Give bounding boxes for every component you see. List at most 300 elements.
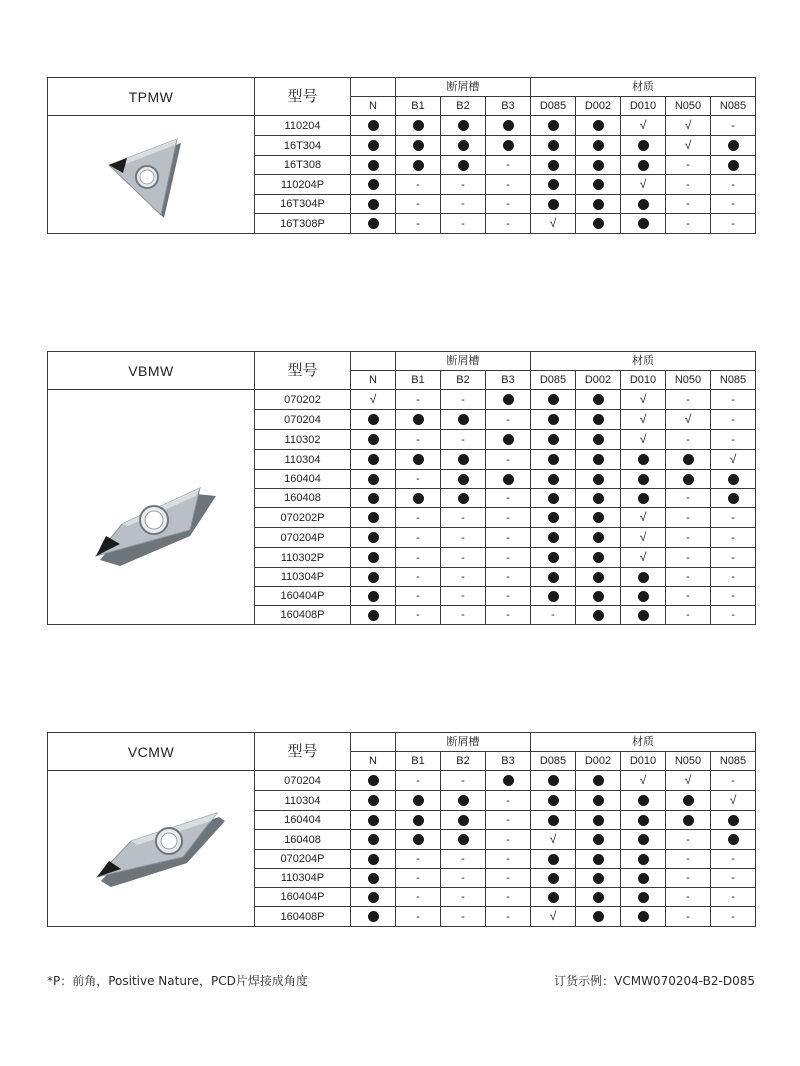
dash-cell: [486, 175, 531, 195]
model-cell: 16T308: [255, 156, 351, 175]
dash-mark: -: [731, 609, 735, 621]
filled-circle-icon: [638, 610, 649, 621]
dash-mark: -: [686, 833, 690, 846]
available-dot-cell: [621, 850, 666, 869]
model-cell: 110304: [255, 791, 351, 811]
filled-circle-icon: [638, 572, 649, 583]
dash-mark: -: [506, 853, 510, 865]
available-dot-cell: [351, 508, 396, 528]
column-header: B1: [396, 371, 441, 390]
available-dot-cell: [351, 450, 396, 470]
dash-mark: -: [416, 551, 420, 564]
dash-mark: -: [461, 891, 465, 903]
filled-circle-icon: [638, 873, 649, 884]
available-dot-cell: [621, 791, 666, 811]
dash-cell: [486, 548, 531, 568]
dash-cell: [486, 830, 531, 850]
available-dot-cell: [441, 156, 486, 175]
available-dot-cell: [351, 410, 396, 430]
check-cell: [621, 430, 666, 450]
available-dot-cell: [576, 390, 621, 410]
dash-mark: -: [686, 178, 690, 191]
available-dot-cell: [531, 195, 576, 214]
model-cell: 070204P: [255, 850, 351, 869]
dash-cell: [396, 195, 441, 214]
available-dot-cell: [351, 888, 396, 907]
dash-cell: [666, 195, 711, 214]
available-dot-cell: [351, 116, 396, 136]
dash-mark: -: [461, 531, 465, 544]
filled-circle-icon: [548, 815, 559, 826]
filled-circle-icon: [503, 394, 514, 405]
dash-cell: [486, 869, 531, 888]
check-mark: √: [684, 773, 692, 787]
model-cell: 160404: [255, 470, 351, 489]
dash-cell: [711, 888, 756, 907]
filled-circle-icon: [638, 454, 649, 465]
available-dot-cell: [441, 470, 486, 489]
column-header: D010: [621, 752, 666, 771]
column-header: D002: [576, 752, 621, 771]
filled-circle-icon: [548, 474, 559, 485]
column-header: N085: [711, 97, 756, 116]
dash-mark: -: [416, 853, 420, 865]
dash-cell: [711, 214, 756, 234]
dash-mark: -: [686, 571, 690, 583]
available-dot-cell: [576, 548, 621, 568]
available-dot-cell: [576, 214, 621, 234]
dash-cell: [666, 568, 711, 587]
filled-circle-icon: [638, 140, 649, 151]
dash-cell: [396, 907, 441, 927]
available-dot-cell: [576, 489, 621, 508]
dash-mark: -: [731, 590, 735, 602]
filled-circle-icon: [593, 414, 604, 425]
check-cell: [531, 830, 576, 850]
dash-mark: -: [416, 473, 420, 485]
column-header: D010: [621, 371, 666, 390]
model-cell: 110204P: [255, 175, 351, 195]
available-dot-cell: [531, 175, 576, 195]
dash-cell: [666, 869, 711, 888]
dash-cell: [441, 214, 486, 234]
available-dot-cell: [351, 830, 396, 850]
filled-circle-icon: [593, 911, 604, 922]
dash-cell: [396, 508, 441, 528]
dash-cell: [441, 175, 486, 195]
available-dot-cell: [531, 508, 576, 528]
dash-cell: [486, 888, 531, 907]
dash-cell: [711, 587, 756, 606]
dash-cell: [396, 568, 441, 587]
dash-mark: -: [731, 198, 735, 210]
dash-cell: [711, 771, 756, 791]
dash-mark: -: [731, 393, 735, 406]
model-cell: 070204P: [255, 528, 351, 548]
filled-circle-icon: [638, 218, 649, 229]
available-dot-cell: [666, 791, 711, 811]
available-dot-cell: [576, 175, 621, 195]
check-cell: [666, 771, 711, 791]
dash-mark: -: [686, 492, 690, 504]
filled-circle-icon: [503, 120, 514, 131]
filled-circle-icon: [728, 474, 739, 485]
filled-circle-icon: [413, 120, 424, 131]
check-mark: √: [639, 530, 647, 544]
column-header: D085: [531, 97, 576, 116]
check-mark: √: [639, 510, 647, 524]
filled-circle-icon: [548, 873, 559, 884]
material-header: 材质: [531, 733, 756, 752]
dash-cell: [486, 195, 531, 214]
dash-mark: -: [551, 609, 555, 621]
material-header: 材质: [531, 352, 756, 371]
available-dot-cell: [531, 116, 576, 136]
check-mark: √: [639, 177, 647, 191]
filled-circle-icon: [368, 532, 379, 543]
filled-circle-icon: [593, 493, 604, 504]
dash-mark: -: [731, 774, 735, 787]
filled-circle-icon: [458, 120, 469, 131]
check-mark: √: [684, 412, 692, 426]
dash-mark: -: [461, 217, 465, 230]
dash-cell: [441, 907, 486, 927]
model-cell: 160404P: [255, 888, 351, 907]
available-dot-cell: [576, 508, 621, 528]
filled-circle-icon: [593, 815, 604, 826]
dash-cell: [666, 430, 711, 450]
dash-mark: -: [731, 433, 735, 446]
dash-cell: [396, 470, 441, 489]
available-dot-cell: [351, 791, 396, 811]
filled-circle-icon: [368, 160, 379, 171]
dash-cell: [486, 587, 531, 606]
column-header: D085: [531, 752, 576, 771]
filled-circle-icon: [593, 179, 604, 190]
filled-circle-icon: [503, 434, 514, 445]
blank-header-cell: [351, 78, 396, 97]
model-cell: 160408P: [255, 606, 351, 625]
filled-circle-icon: [683, 795, 694, 806]
dash-mark: -: [506, 492, 510, 504]
filled-circle-icon: [593, 512, 604, 523]
dash-mark: -: [686, 853, 690, 865]
filled-circle-icon: [413, 834, 424, 845]
dash-mark: -: [731, 511, 735, 524]
dash-cell: [441, 850, 486, 869]
filled-circle-icon: [593, 474, 604, 485]
dash-mark: -: [416, 198, 420, 210]
dash-cell: [441, 869, 486, 888]
column-header: N050: [666, 371, 711, 390]
column-header: N050: [666, 97, 711, 116]
check-mark: √: [369, 392, 377, 406]
dash-mark: -: [461, 609, 465, 621]
dash-cell: [666, 489, 711, 508]
dash-mark: -: [731, 910, 735, 923]
dash-mark: -: [731, 413, 735, 426]
check-mark: √: [639, 118, 647, 132]
check-cell: [531, 907, 576, 927]
available-dot-cell: [351, 430, 396, 450]
available-dot-cell: [531, 528, 576, 548]
dash-cell: [666, 606, 711, 625]
model-cell: 110304P: [255, 568, 351, 587]
dash-cell: [711, 568, 756, 587]
available-dot-cell: [576, 907, 621, 927]
available-dot-cell: [576, 771, 621, 791]
dash-cell: [711, 606, 756, 625]
available-dot-cell: [711, 489, 756, 508]
spec-table-vcmw: [47, 732, 756, 927]
filled-circle-icon: [458, 493, 469, 504]
filled-circle-icon: [548, 454, 559, 465]
check-cell: [621, 771, 666, 791]
check-cell: [621, 116, 666, 136]
available-dot-cell: [396, 450, 441, 470]
column-header: N: [351, 752, 396, 771]
filled-circle-icon: [638, 474, 649, 485]
model-cell: 160404: [255, 811, 351, 830]
available-dot-cell: [621, 450, 666, 470]
available-dot-cell: [711, 136, 756, 156]
dash-cell: [711, 508, 756, 528]
available-dot-cell: [576, 850, 621, 869]
dash-mark: -: [686, 217, 690, 230]
dash-cell: [396, 606, 441, 625]
filled-circle-icon: [638, 815, 649, 826]
available-dot-cell: [531, 410, 576, 430]
check-cell: [351, 390, 396, 410]
column-header: B1: [396, 97, 441, 116]
column-header: B1: [396, 752, 441, 771]
dash-cell: [486, 156, 531, 175]
chipbreaker-header: 断屑槽: [396, 352, 531, 371]
available-dot-cell: [441, 791, 486, 811]
filled-circle-icon: [593, 218, 604, 229]
dash-mark: -: [416, 217, 420, 230]
dash-cell: [711, 175, 756, 195]
dash-cell: [486, 508, 531, 528]
table-row: [48, 771, 756, 791]
dash-mark: -: [731, 891, 735, 903]
dash-cell: [711, 907, 756, 927]
insert-type-name: TPMW: [48, 78, 255, 116]
available-dot-cell: [576, 811, 621, 830]
dash-mark: -: [461, 910, 465, 923]
dash-cell: [711, 430, 756, 450]
filled-circle-icon: [413, 795, 424, 806]
filled-circle-icon: [593, 610, 604, 621]
dash-cell: [486, 811, 531, 830]
filled-circle-icon: [593, 552, 604, 563]
filled-circle-icon: [593, 160, 604, 171]
available-dot-cell: [486, 771, 531, 791]
available-dot-cell: [621, 606, 666, 625]
check-mark: √: [729, 452, 737, 466]
filled-circle-icon: [593, 199, 604, 210]
dash-mark: -: [461, 590, 465, 602]
available-dot-cell: [441, 811, 486, 830]
dash-mark: -: [416, 590, 420, 602]
dash-mark: -: [461, 774, 465, 787]
available-dot-cell: [576, 136, 621, 156]
available-dot-cell: [531, 771, 576, 791]
available-dot-cell: [531, 587, 576, 606]
dash-cell: [486, 568, 531, 587]
column-header: N: [351, 97, 396, 116]
dash-mark: -: [506, 590, 510, 602]
available-dot-cell: [621, 869, 666, 888]
available-dot-cell: [531, 869, 576, 888]
dash-mark: -: [416, 511, 420, 524]
dash-mark: -: [731, 217, 735, 230]
check-cell: [621, 548, 666, 568]
column-header: B3: [486, 97, 531, 116]
available-dot-cell: [621, 568, 666, 587]
blank-header-cell: [351, 352, 396, 371]
filled-circle-icon: [368, 179, 379, 190]
filled-circle-icon: [368, 474, 379, 485]
check-cell: [711, 450, 756, 470]
model-header: 型号: [255, 733, 351, 771]
dash-cell: [666, 214, 711, 234]
dash-cell: [396, 771, 441, 791]
dash-cell: [396, 850, 441, 869]
filled-circle-icon: [548, 591, 559, 602]
filled-circle-icon: [728, 140, 739, 151]
model-cell: 110204: [255, 116, 351, 136]
filled-circle-icon: [638, 834, 649, 845]
dash-mark: -: [416, 178, 420, 191]
filled-circle-icon: [638, 795, 649, 806]
dash-mark: -: [686, 159, 690, 171]
filled-circle-icon: [593, 572, 604, 583]
filled-circle-icon: [458, 160, 469, 171]
filled-circle-icon: [683, 454, 694, 465]
filled-circle-icon: [593, 854, 604, 865]
filled-circle-icon: [368, 414, 379, 425]
available-dot-cell: [531, 470, 576, 489]
dash-cell: [396, 430, 441, 450]
dash-cell: [666, 508, 711, 528]
available-dot-cell: [441, 489, 486, 508]
dash-cell: [486, 907, 531, 927]
available-dot-cell: [531, 791, 576, 811]
filled-circle-icon: [368, 591, 379, 602]
dash-cell: [666, 830, 711, 850]
model-header: 型号: [255, 352, 351, 390]
available-dot-cell: [711, 470, 756, 489]
filled-circle-icon: [413, 140, 424, 151]
dash-mark: -: [731, 551, 735, 564]
filled-circle-icon: [593, 795, 604, 806]
check-mark: √: [639, 392, 647, 406]
check-cell: [666, 136, 711, 156]
dash-mark: -: [731, 853, 735, 865]
model-cell: 070204: [255, 771, 351, 791]
dash-mark: -: [506, 794, 510, 807]
available-dot-cell: [441, 450, 486, 470]
dash-cell: [441, 548, 486, 568]
model-cell: 070202P: [255, 508, 351, 528]
available-dot-cell: [666, 470, 711, 489]
dash-mark: -: [686, 551, 690, 564]
available-dot-cell: [621, 214, 666, 234]
dash-cell: [441, 568, 486, 587]
available-dot-cell: [621, 907, 666, 927]
available-dot-cell: [351, 175, 396, 195]
dash-cell: [441, 606, 486, 625]
dash-cell: [666, 175, 711, 195]
filled-circle-icon: [548, 120, 559, 131]
dash-cell: [441, 528, 486, 548]
column-header: B2: [441, 371, 486, 390]
dash-cell: [711, 116, 756, 136]
filled-circle-icon: [368, 434, 379, 445]
filled-circle-icon: [593, 532, 604, 543]
dash-mark: -: [506, 814, 510, 826]
available-dot-cell: [351, 156, 396, 175]
filled-circle-icon: [458, 140, 469, 151]
available-dot-cell: [576, 791, 621, 811]
dash-mark: -: [416, 433, 420, 446]
dash-mark: -: [506, 609, 510, 621]
dash-cell: [396, 888, 441, 907]
dash-mark: -: [416, 531, 420, 544]
check-mark: √: [549, 832, 557, 846]
filled-circle-icon: [548, 775, 559, 786]
available-dot-cell: [531, 136, 576, 156]
spec-table-tpmw: [47, 77, 756, 234]
filled-circle-icon: [458, 834, 469, 845]
available-dot-cell: [621, 156, 666, 175]
available-dot-cell: [531, 568, 576, 587]
available-dot-cell: [576, 587, 621, 606]
filled-circle-icon: [458, 454, 469, 465]
available-dot-cell: [351, 850, 396, 869]
filled-circle-icon: [368, 610, 379, 621]
available-dot-cell: [351, 136, 396, 156]
dash-mark: -: [686, 609, 690, 621]
available-dot-cell: [531, 430, 576, 450]
dash-mark: -: [416, 872, 420, 884]
dash-cell: [666, 528, 711, 548]
check-cell: [621, 175, 666, 195]
dash-mark: -: [506, 571, 510, 583]
dash-cell: [486, 489, 531, 508]
dash-mark: -: [461, 571, 465, 583]
table-row: [48, 390, 756, 410]
insert-image: [48, 116, 255, 234]
dash-cell: [396, 390, 441, 410]
available-dot-cell: [711, 811, 756, 830]
dash-cell: [441, 195, 486, 214]
dash-mark: -: [686, 531, 690, 544]
filled-circle-icon: [593, 394, 604, 405]
dash-cell: [396, 587, 441, 606]
dash-cell: [441, 587, 486, 606]
filled-circle-icon: [548, 179, 559, 190]
model-cell: 110304: [255, 450, 351, 470]
available-dot-cell: [531, 811, 576, 830]
filled-circle-icon: [593, 454, 604, 465]
check-mark: √: [639, 550, 647, 564]
available-dot-cell: [396, 156, 441, 175]
dash-cell: [666, 156, 711, 175]
filled-circle-icon: [683, 474, 694, 485]
filled-circle-icon: [458, 795, 469, 806]
